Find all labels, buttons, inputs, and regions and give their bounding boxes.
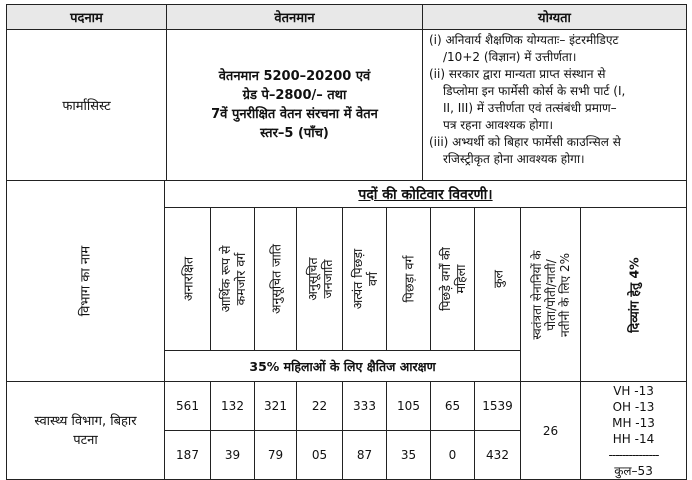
pay-line: ग्रेड पे–2800/– तथा — [242, 88, 347, 103]
department-name: स्वास्थ्य विभाग, बिहार पटना — [7, 382, 165, 480]
vacancy-count: 65 — [431, 382, 475, 431]
vacancy-title: पदों की कोटिवार विवरणी। — [165, 181, 687, 208]
divider: --------------- — [608, 447, 659, 462]
category-label: दिव्यांग हेतु 4% — [626, 256, 642, 333]
qualification-line: /10+2 (विज्ञान) में उत्तीर्णता। — [443, 50, 577, 64]
category-label: पिछड़े वर्गों की महिला — [437, 247, 468, 311]
vacancy-count: 105 — [387, 382, 431, 431]
post-details-header-row — [7, 5, 687, 30]
category-disabled — [581, 208, 687, 382]
women-vacancy-count: 187 — [165, 431, 211, 480]
department-header: विभाग का नाम — [78, 245, 93, 317]
post-name: फार्मासिस्ट — [7, 30, 167, 181]
qualification-line: डिप्लोमा इन फार्मेसी कोर्स के सभी पार्ट (I, — [443, 84, 626, 98]
category-label: अनुसूचित जनजाति — [304, 257, 335, 301]
qualification-line: रजिस्ट्रीकृत होना आवश्यक होगा। — [443, 152, 585, 166]
category-label: पिछड़ा वर्ग — [401, 255, 416, 303]
pay-scale-cell — [167, 30, 423, 181]
vacancy-count: 22 — [297, 382, 343, 431]
category-st — [297, 208, 343, 351]
pay-line: स्तर–5 (पाँच) — [260, 126, 329, 141]
post-name-header: पदनाम — [7, 5, 167, 30]
category-sc — [255, 208, 297, 351]
freedom-fighter-count: 26 — [521, 382, 581, 480]
table-row — [7, 382, 687, 431]
disabled-oh: OH -13 — [612, 399, 655, 414]
category-label: अत्यंत पिछड़ा वर्ग — [349, 248, 380, 310]
category-unreserved — [165, 208, 211, 351]
post-details-table — [6, 4, 687, 181]
women-vacancy-count: 79 — [255, 431, 297, 480]
category-label: अनुसूचित जाति — [268, 243, 283, 315]
qualification-header: योग्यता — [423, 5, 687, 30]
qualification-line: (iii) अभ्यर्थी को बिहार फार्मेसी काउन्सिल से — [429, 135, 621, 149]
women-vacancy-count: 87 — [343, 431, 387, 480]
disabled-mh: MH -13 — [612, 415, 655, 430]
category-total — [475, 208, 521, 351]
pay-line: वेतनमान 5200–20200 एवं — [218, 69, 371, 84]
vacancy-count: 561 — [165, 382, 211, 431]
department-header-cell — [7, 181, 165, 382]
category-label: स्वतंत्रता सेनानियों के पोता/पोती/नाती/ नतीनी के लिए 2% — [529, 249, 572, 340]
disabled-vh: VH -13 — [613, 383, 654, 398]
pay-line: 7वें पुनरीक्षित वेतन संरचना में वेतन — [211, 107, 378, 122]
pay-scale-header: वेतनमान — [167, 5, 423, 30]
vacancy-count: 333 — [343, 382, 387, 431]
vacancy-title-row — [7, 181, 687, 208]
women-vacancy-count: 05 — [297, 431, 343, 480]
disabled-hh: HH -14 — [612, 431, 655, 446]
category-bc — [387, 208, 431, 351]
qualification-line: (i) अनिवार्य शैक्षणिक योग्यताः– इंटरमीडिएट — [429, 33, 619, 47]
category-label: आर्थिक रूप से कमजोर वर्ग — [217, 245, 248, 313]
qualification-line: II, III) में उत्तीर्णता एवं तत्संबंधी प्रमाण– — [443, 101, 617, 115]
post-details-row — [7, 30, 687, 181]
vacancy-count: 132 — [211, 382, 255, 431]
qualification-cell — [423, 30, 687, 181]
disabled-total: कुल–53 — [614, 463, 653, 478]
women-vacancy-count: 39 — [211, 431, 255, 480]
women-vacancy-count: 0 — [431, 431, 475, 480]
women-vacancy-count: 35 — [387, 431, 431, 480]
qualification-line: (ii) सरकार द्वारा मान्यता प्राप्त संस्थान से — [429, 67, 606, 81]
vacancy-total: 1539 — [475, 382, 521, 431]
vacancy-count: 321 — [255, 382, 297, 431]
women-vacancy-total: 432 — [475, 431, 521, 480]
vacancy-table — [6, 180, 687, 480]
category-bc-women — [431, 208, 475, 351]
category-ews — [211, 208, 255, 351]
category-ebc — [343, 208, 387, 351]
category-label: अनारक्षित — [180, 256, 195, 302]
category-label: कुल — [490, 269, 505, 289]
qualification-line: पत्र रहना आवश्यक होगा। — [443, 118, 554, 132]
category-freedom-fighter — [521, 208, 581, 382]
disabled-breakdown — [581, 382, 687, 480]
women-reservation-note: 35% महिलाओं के लिए क्षैतिज आरक्षण — [165, 351, 521, 382]
